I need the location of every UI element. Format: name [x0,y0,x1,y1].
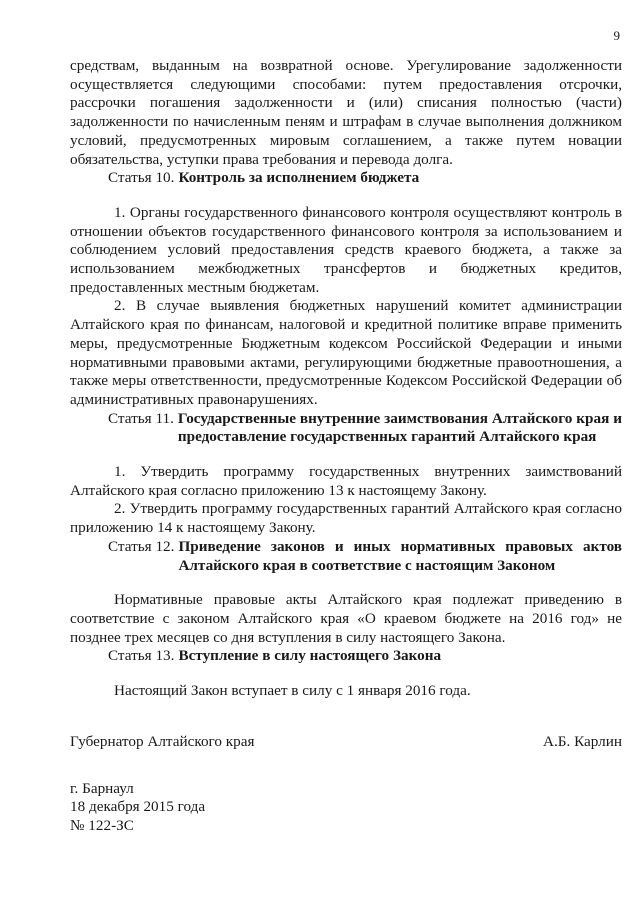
article-10-title: Контроль за исполнением бюджета [178,169,420,187]
article-13-heading [70,647,622,666]
article-12-title: Приведение законов и иных нормативных правовых актов Алтайского края в соответствие с настоящим Законом [178,537,622,574]
law-number: № 122-ЗС [70,816,134,834]
article-12-paragraph-1: Нормативные правовые акты Алтайского края подлежат приведению в соответствие с законом Алтайского края «О краевом бюджете на 2016 год» не позднее трех месяцев со дня вступления в силу настоящего Закона. [70,591,622,646]
article-13-label: Статья 13. [108,647,175,665]
article-12-heading [70,538,622,575]
place-city: г. Барнаул [70,779,134,797]
article-11-paragraph-1: 1. Утвердить программу государственных внутренних заимствований Алтайского края согласно приложению 13 к настоящему Закону. [70,463,622,499]
place-date-block [70,780,622,836]
signature-name: А.Б. Карлин [543,732,622,750]
article-12-label: Статья 12. [108,537,175,555]
article-10-paragraph-2: 2. В случае выявления бюджетных нарушений комитет администрации Алтайского края по финансам, налоговой и кредитной политике вправе применить меры, предусмотренные Бюджетным кодексом Российской Федерации и иными нормативными правовыми актами, регулирующими бюджетные правоотношения, а также меры ответственности, предусмотренные Кодексом Российской Федерации об административных правонарушениях. [70,297,622,408]
article-13-title: Вступление в силу настоящего Закона [178,647,442,665]
signature-block [70,733,622,752]
article-11-label: Статья 11. [108,409,174,427]
page-number: 9 [613,28,620,43]
article-11-title: Государственные внутренние заимствования Алтайского края и предоставление государственных гарантий Алтайского края [177,409,622,446]
article-11-heading [70,410,622,447]
article-10-label: Статья 10. [108,169,175,187]
article-11-paragraph-2: 2. Утвердить программу государственных гарантий Алтайского края согласно приложению 14 к настоящему Закону. [70,500,622,537]
article-10-paragraph-1: 1. Органы государственного финансового контроля осуществляют контроль в отношении объектов государственного финансового контроля за использованием и соблюдением условий предоставления средств краевого бюджета, а также за использованием межбюджетных трансфертов и бюджетных кредитов, предоставленных местным бюджетам. [70,203,622,296]
article-10-heading [70,169,622,188]
intro-paragraph: средствам, выданным на возвратной основе. Урегулирование задолженности осуществляется следующими способами: путем предоставления отсрочки, рассрочки погашения задолженности и (или) списания полностью (части) задолженности по начисленным пеням и штрафам в случае выполнения должником условий, предусмотренных мировым соглашением, а также путем новации обязательства, уступки права требования и перевода долга. [70,57,622,168]
article-13-paragraph-1: Настоящий Закон вступает в силу с 1 января 2016 года. [114,682,471,700]
place-date: 18 декабря 2015 года [70,798,206,815]
signature-position: Губернатор Алтайского края [70,732,255,750]
document-body [70,57,622,835]
